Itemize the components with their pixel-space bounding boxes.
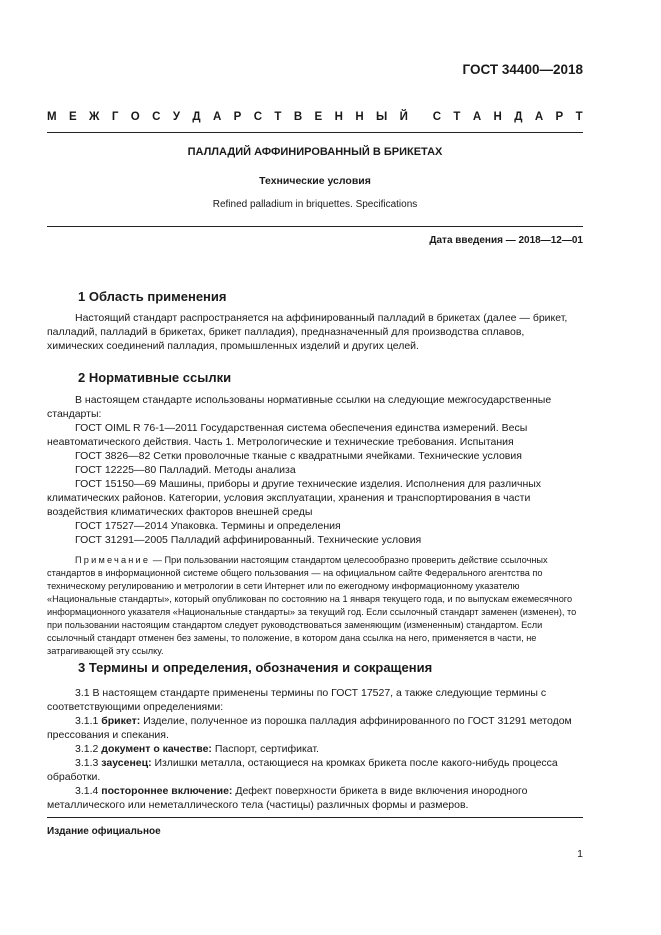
banner-letter: Ж	[89, 111, 100, 123]
reference-item: ГОСТ 17527—2014 Упаковка. Термины и определения	[75, 520, 341, 532]
section-2-body	[47, 393, 583, 658]
note-text: — При пользовании настоящим стандартом целесообразно проверить действие ссылочных стандартов в информационной системе общего пользования — на официальном сайте Федерального агентства по техническому регулированию и метрологии в сети Интернет или по ежегодному информационному указателю «Национальные стандарты», который опубликован по состоянию на 1 января текущего года, и по выпускам ежемесячного информационного указателя «Национальные стандарты» за текущий год. Если ссылочный стандарт заменен (изменен), то при пользовании настоящим стандартом следует руководствоваться заменяющим (измененным) стандартом. Если ссылочный стандарт отменен без замены, то положение, в котором дана ссылка на него, применяется в части, не затрагивающей эту ссылку.	[47, 555, 577, 656]
term-definition	[47, 756, 583, 784]
introduction-date: Дата введения — 2018—12—01	[429, 235, 583, 246]
term-name: заусенец:	[101, 757, 152, 769]
reference-item: ГОСТ 3826—82 Сетки проволочные тканые с квадратными ячейками. Технические условия	[75, 450, 522, 462]
section-1-heading: 1 Область применения	[78, 289, 227, 304]
banner-letter: Т	[453, 111, 461, 123]
banner-letter: Е	[68, 111, 77, 123]
term-text: Паспорт, сертификат.	[211, 743, 319, 755]
banner-letter: М	[47, 111, 57, 123]
section-3-body	[47, 686, 583, 812]
banner-letter: А	[472, 111, 482, 123]
banner-letter: О	[130, 111, 140, 123]
english-title: Refined palladium in briquettes. Specifications	[212, 199, 418, 210]
document-subtitle: Технические условия	[259, 175, 371, 187]
banner-letter: В	[293, 111, 303, 123]
reference-item: ГОСТ 15150—69 Машины, приборы и другие технические изделия. Исполнения для различных климатических районов. Категории, условия эксплуатации, хранения и транспортирования в части воздействия климатических факторов внешней среды	[47, 478, 542, 518]
section-2-intro: В настоящем стандарте использованы нормативные ссылки на следующие межгосударственные стандарты:	[47, 394, 552, 420]
reference-item: ГОСТ OIML R 76-1—2011 Государственная система обеспечения единства измерений. Весы неавтоматического действия. Часть 1. Метрологические и технические требования. Испытания	[47, 422, 528, 448]
official-edition-label: Издание официальное	[47, 826, 161, 837]
term-text: Дефект поверхности брикета в виде включения инородного металлического или неметаллического тела (частицы) различных формы и размеров.	[47, 785, 528, 811]
banner-letter: Г	[111, 111, 119, 123]
section-2-heading: 2 Нормативные ссылки	[78, 370, 232, 385]
footer-rule	[47, 817, 583, 818]
section-3-intro: 3.1 В настоящем стандарте применены термины по ГОСТ 17527, а также следующие термины с соответствующими определениями:	[47, 687, 547, 713]
document-code: ГОСТ 34400—2018	[462, 62, 583, 77]
banner-letter: Т	[274, 111, 282, 123]
term-number: 3.1.2	[75, 743, 99, 755]
section-3-heading: 3 Термины и определения, обозначения и сокращения	[78, 660, 433, 675]
term-number: 3.1.4	[75, 785, 99, 797]
banner-letter: Н	[334, 111, 343, 123]
standard-type-banner	[47, 111, 583, 123]
banner-letter: Р	[233, 111, 242, 123]
reference-item: ГОСТ 31291—2005 Палладий аффинированный. Технические условия	[75, 534, 422, 546]
page-number: 1	[577, 848, 583, 860]
banner-letter: У	[172, 111, 180, 123]
banner-letter: Т	[575, 111, 583, 123]
banner-letter: Д	[192, 111, 201, 123]
term-number: 3.1.1	[75, 715, 99, 727]
banner-letter: А	[212, 111, 222, 123]
banner-rule	[47, 132, 583, 133]
banner-letter: С	[253, 111, 263, 123]
title-rule	[47, 226, 583, 227]
term-name: брикет:	[101, 715, 141, 727]
term-definition	[47, 784, 583, 812]
banner-letter: Ы	[376, 111, 388, 123]
banner-letter: Р	[555, 111, 564, 123]
banner-letter: Й	[399, 111, 408, 123]
term-text: Излишки металла, остающиеся на кромках брикета после какого-нибудь процесса обработки.	[47, 757, 558, 783]
term-number: 3.1.3	[75, 757, 99, 769]
term-definition	[47, 714, 583, 742]
banner-letter: С	[432, 111, 442, 123]
document-title: ПАЛЛАДИЙ АФФИНИРОВАННЫЙ В БРИКЕТАХ	[187, 146, 443, 158]
term-text: Изделие, полученное из порошка палладия аффинированного по ГОСТ 31291 методом прессования и спекания.	[47, 715, 572, 741]
note-label: Примечание	[75, 555, 151, 565]
banner-letter: Е	[314, 111, 323, 123]
term-name: постороннее включение:	[101, 785, 233, 797]
section-1-text: Настоящий стандарт распространяется на аффинированный палладий в брикетах (далее — брикет, палладий, палладий в брикетах, брикет палладия), предназначенный для производства сплавов, химических соединений палладия, промышленных изделий и других целей.	[47, 312, 568, 352]
banner-letter: А	[534, 111, 544, 123]
term-definition	[47, 742, 583, 756]
banner-letter: Н	[355, 111, 364, 123]
section-1-body	[47, 311, 583, 353]
reference-item: ГОСТ 12225—80 Палладий. Методы анализа	[75, 464, 296, 476]
banner-letter: Д	[514, 111, 523, 123]
banner-letter: Н	[493, 111, 502, 123]
references-note	[47, 554, 583, 658]
term-name: документ о качестве:	[101, 743, 212, 755]
banner-letter: С	[152, 111, 161, 123]
